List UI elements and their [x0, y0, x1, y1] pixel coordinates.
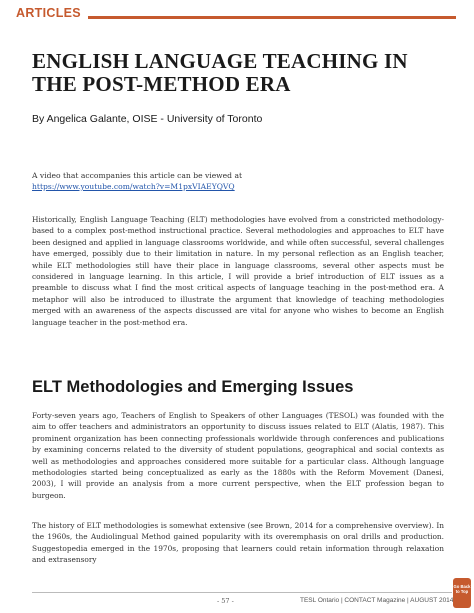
footer-magazine: TESL Ontario | CONTACT Magazine | AUGUST 2014: [300, 597, 454, 604]
article-title: ENGLISH LANGUAGE TEACHING IN THE POST-METHOD ERA: [32, 49, 408, 96]
video-note-text: A video that accompanies this article can be viewed at: [32, 171, 243, 180]
section-header: [16, 6, 456, 26]
back-to-top-button[interactable]: Go Back to Top: [453, 578, 471, 608]
section-heading: ELT Methodologies and Emerging Issues: [32, 378, 354, 396]
section-label: ARTICLES: [16, 6, 81, 20]
paragraph-methodologies: The history of ELT methodologies is somewhat extensive (see Brown, 2014 for a comprehensive overview). In the 1960s, the Audiolingual Method gained popularity with its overemphasis on oral drills and production. Suggestopedia emerged in the 1970s, proposing that learners could retain information through relaxation and extrasensory: [32, 521, 444, 565]
paragraph-history: Forty-seven years ago, Teachers of English to Speakers of other Languages (TESOL) was founded with the aim to offer teachers and administrators an opportunity to discuss issues related to ELT (Alatis, 1987). This prominent organization has been connecting professionals worldwide through conferences and publications by examining concerns related to the diversity of student populations, geographical and social contexts as well as methodologies and approaches considered more suitable for a particular class. Although language methodologies started being conceptualized as early as the 1880s with the Reform Movement (Danesi, 2003), I will provide an analysis from a more current perspective, when the ELT profession began to burgeon.: [32, 411, 444, 500]
article-byline: By Angelica Galante, OISE - University of Toronto: [32, 113, 263, 125]
paragraph-intro: Historically, English Language Teaching (ELT) methodologies have evolved from a constricted methodology-based to a complex post-method instructional practice. Several methodologies and approaches to ELT have been designed and applied in language classrooms worldwide, and while often successful, several challenges have emerged, possibly due to their limitation in nature. In my personal reflection as an English teacher, while ELT methodologies still have their place in language classrooms, several other aspects must be considered in language learning. In this article, I will provide a brief introduction of ELT issues as a preamble to discuss what I find the most critical aspects of language teaching in the post-method era. A metaphor will also be introduced to illustrate the argument that knowledge of teaching methodologies merged with an awareness of the aspects discussed are vital for anyone who wishes to become an English language teacher in the post-method era.: [32, 215, 444, 327]
footer-rule: [32, 592, 452, 593]
section-rule: [88, 16, 456, 19]
video-note: [32, 170, 442, 192]
video-link[interactable]: https://www.youtube.com/watch?v=M1pxVIAEYQVQ: [32, 182, 235, 191]
page-number: - 57 -: [217, 597, 234, 605]
